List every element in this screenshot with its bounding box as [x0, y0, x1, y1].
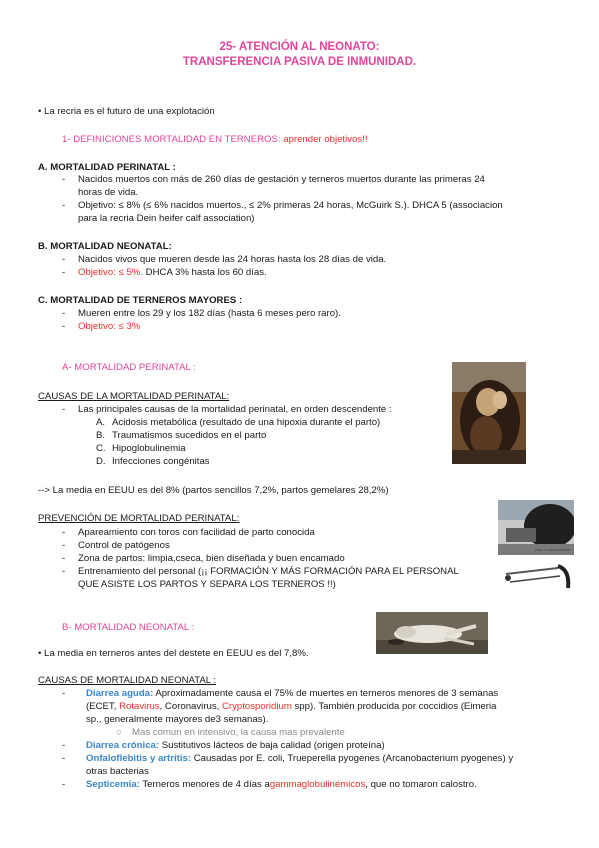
list-item: - Objetivo: ≤ 8% (≤ 6% nacidos muertos., ≤ 2% primeras 24 horas, McGuirk S.). DHCA 5 (associacion	[62, 200, 503, 211]
list-item: - Onfaloflebitis y artritis: Causadas por E. coli, Trueperella pyogenes (Arcanobacterium pyogenes) y	[62, 753, 514, 764]
section1-highlight: aprender objetivos!!	[280, 134, 368, 145]
calf-birth-photo	[452, 362, 526, 464]
list-item-cont: horas de vida.	[78, 187, 139, 198]
list-item: - Control de patógenos	[62, 540, 170, 551]
list-item-cont: QUE ASISTE LOS PARTOS Y SEPARA LOS TERNEROS !!)	[78, 579, 336, 590]
intro-bullet: • La recria es el futuro de una explotación	[38, 106, 215, 117]
section1-title: 1- DEFINICIONES MORTALIDAD EN TERNEROS:	[62, 134, 281, 145]
dead-calf-photo	[376, 612, 488, 654]
sectionB-media: • La media en terneros antes del destete en EEUU es del 7,8%.	[38, 648, 309, 659]
list-item: - Diarrea crónica: Sustitutivos lácteos de baja calidad (origen proteína)	[62, 740, 385, 751]
list-item: - Las principales causas de la mortalidad perinatal, en orden descendente :	[62, 404, 392, 415]
page-title-line2: TRANSFERENCIA PASIVA DE INMUNIDAD.	[182, 56, 417, 68]
list-item: - Apareamiento con toros con facilidad de parto conocida	[62, 527, 315, 538]
neonatal-def-heading: B. MORTALIDAD NEONATAL:	[38, 241, 172, 252]
sectionA-media: --> La media en EEUU es del 8% (partos sencillos 7,2%, partos gemelares 28,2%)	[38, 485, 389, 496]
list-item: - Diarrea aguda: Aproximadamente causa el 75% de muertes en terneros menores de 3 semanas	[62, 688, 499, 699]
list-item: - Objetivo: ≤ 5%. DHCA 3% hasta los 60 días.	[62, 267, 267, 278]
mayores-def-heading: C. MORTALIDAD DE TERNEROS MAYORES :	[38, 295, 243, 306]
photo-caption: Photo: A. Garcia (UW-PM)	[535, 548, 571, 552]
calf-puller-image	[500, 560, 576, 594]
sectionA-prev-list	[62, 526, 459, 591]
cause-item: B. Traumatismos sucedidos en el parto	[96, 430, 267, 441]
sectionA-causes	[62, 403, 392, 468]
sectionB-causes	[62, 687, 513, 791]
page-title-line1: 25- ATENCIÓN AL NEONATO:	[219, 41, 380, 53]
list-item-cont: otras bacterias	[86, 766, 149, 777]
list-item: - Zona de partos: limpia,cseca, bien diseñada y buen encamado	[62, 553, 345, 564]
section1-heading	[62, 134, 368, 145]
cause-item: C. Hipoglobulinemia	[96, 443, 186, 454]
list-item: - Mueren entre los 29 y los 182 días (hasta 6 meses pero raro).	[62, 308, 341, 319]
mayores-def-list	[62, 307, 341, 333]
list-item: - Objetivo: ≤ 3%	[62, 321, 141, 332]
cause-item: A. Acidosis metabólica (resultado de una hipoxia durante el parto)	[96, 417, 381, 428]
perinatal-def-heading: A. MORTALIDAD PERINATAL :	[38, 162, 176, 173]
list-item: - Septicemia: Terneros menores de 4 días agammaglobulinémicos, que no tomaron calostro.	[62, 779, 477, 790]
list-item-cont: (ECET, Rotavirus, Coronavirus, Cryptosporidium spp). También producida por coccidios (Eimeria	[86, 701, 497, 712]
list-item: - Nacidos vivos que mueren desde las 24 horas hasta los 28 días de vida.	[62, 254, 387, 265]
sub-list-item: ○ Mas comun en intensivo, la causa mas prevalente	[116, 727, 345, 738]
sectionB-heading: B- MORTALIDAD NEONATAL :	[62, 622, 195, 633]
list-item: - Nacidos muertos con más de 260 días de gestación y terneros muertos durante las primeras 24	[62, 174, 485, 185]
sectionA-heading: A- MORTALIDAD PERINATAL :	[62, 362, 196, 373]
calving-equipment-photo	[498, 500, 574, 555]
sectionA-causes-heading: CAUSAS DE LA MORTALIDAD PERINATAL:	[38, 391, 230, 402]
neonatal-def-list	[62, 253, 386, 279]
perinatal-def-list	[62, 173, 503, 225]
sectionB-causes-heading: CAUSAS DE MORTALIDAD NEONATAL :	[38, 675, 217, 686]
sectionA-prev-heading: PREVENCIÓN DE MORTALIDAD PERINATAL:	[38, 513, 240, 524]
list-item-cont: sp., generalmente mayores de3 semanas).	[86, 714, 269, 725]
list-item: - Entrenamiento del personal (¡¡ FORMACIÓN Y MÁS FORMACIÓN PARA EL PERSONAL	[62, 566, 459, 577]
cause-item: D. Infecciones congénitas	[96, 456, 210, 467]
list-item-cont: para la recria Dein heifer calf association)	[78, 213, 255, 224]
